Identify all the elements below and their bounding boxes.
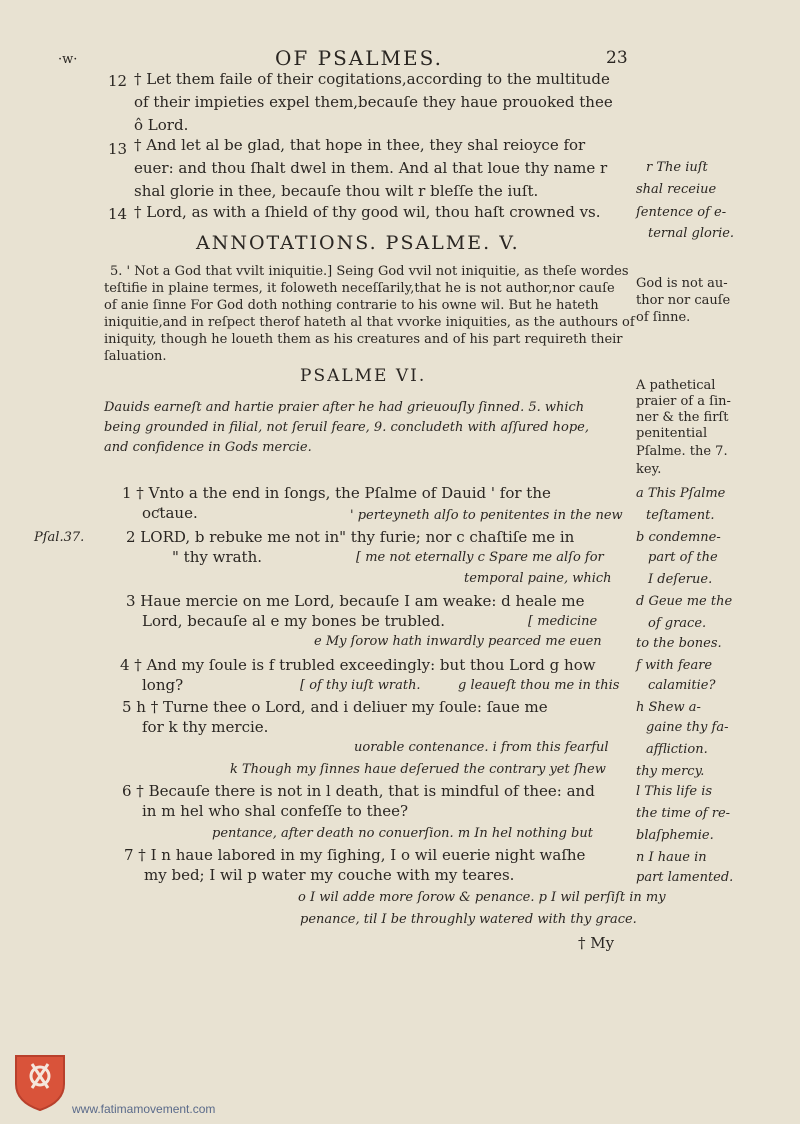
gloss-line: o I wil adde more ſorow & penance. p I wil perſiſt in my xyxy=(298,890,666,905)
cross-reference: Pſal.37. xyxy=(34,530,85,545)
margin-note: Pſalme. the 7. xyxy=(636,444,728,459)
verse-line: 4 † And my ſoule is f trubled exceedingly: but thou Lord g how xyxy=(120,656,596,674)
running-title: OF PSALMES. xyxy=(275,46,443,70)
gloss-line: k Though my ſinnes haue deſerued the contrary yet ſhew xyxy=(230,762,606,777)
margin-note: calamitie? xyxy=(648,678,716,693)
margin-note: r The iuſt xyxy=(646,160,708,175)
margin-note: part of the xyxy=(648,550,718,565)
verse-line: 1 † Vnto a the end in ſongs, the Pſalme of Dauid ' for the xyxy=(122,484,551,502)
top-ornament: ·w· xyxy=(58,52,78,67)
margin-note: ſentence of e- xyxy=(636,205,727,220)
margin-note: d Geue me the xyxy=(636,594,733,609)
verse-line: in m hel who shal confeſſe to thee? xyxy=(142,802,409,820)
verse-line: of their impieties expel them,becauſe they haue prouoked thee xyxy=(134,93,613,111)
margin-note: thor nor cauſe xyxy=(636,293,731,308)
margin-note: affliction. xyxy=(646,742,708,757)
margin-note: ternal glorie. xyxy=(648,226,735,241)
verse-line: Lord, becauſe al e my bones be trubled. xyxy=(142,612,445,630)
verse-line: oƈtaue. xyxy=(142,504,198,522)
margin-note: l This life is xyxy=(636,784,713,799)
gloss-line: [ of thy iuſt wrath. xyxy=(300,678,421,693)
verse-line: 3 Haue mercie on me Lord, becauſe I am weake: d heale me xyxy=(126,592,585,610)
argument-line: and confidence in Gods mercie. xyxy=(104,440,312,455)
footer-url-link[interactable]: www.fatimamovement.com xyxy=(72,1102,216,1116)
annotation-line: ſaluation. xyxy=(104,349,167,364)
margin-note: thy mercy. xyxy=(636,764,705,779)
margin-note: ner & the firſt xyxy=(636,410,729,425)
margin-note: f with feare xyxy=(636,658,713,673)
margin-note: a This Pſalme xyxy=(636,486,726,501)
margin-note: teſtament. xyxy=(646,508,715,523)
margin-note: the time of re- xyxy=(636,806,731,821)
verse-line: 2 LORD, b rebuke me not in" thy furie; nor c chaſtiſe me in xyxy=(126,528,575,546)
gloss-line: e My ſorow hath inwardly pearced me euen xyxy=(314,634,602,649)
verse-line: † Lord, as with a ſhield of thy good wil, thou haſt crowned vs. xyxy=(134,203,601,221)
page-number: 23 xyxy=(606,48,628,68)
margin-note: I deſerue. xyxy=(648,572,713,587)
argument-line: Dauids earneſt and hartie praier after he had grieuouſly ſinned. 5. which xyxy=(104,400,585,415)
verse-line: 5 h † Turne thee o Lord, and i deliuer my ſoule: ſaue me xyxy=(122,698,548,716)
gloss-line: pentance, after death no conuerſion. m In hel nothing but xyxy=(212,826,593,841)
verse-number: 14 xyxy=(108,205,128,223)
annotation-line: 5. ' Not a God that vvilt iniquitie.] Seing God vvil not iniquitie, as theſe wordes xyxy=(110,264,629,279)
gloss-line: [ medicine xyxy=(528,614,598,629)
margin-note: of ſinne. xyxy=(636,310,691,325)
verse-line: " thy wrath. xyxy=(172,548,263,566)
margin-note: n I haue in xyxy=(636,850,707,865)
verse-line: long? xyxy=(142,676,184,694)
verse-line: 7 † I n haue labored in my ſighing, I o wil euerie night waſhe xyxy=(124,846,586,864)
margin-note: blaſphemie. xyxy=(636,828,714,843)
catchword: † My xyxy=(578,934,615,952)
annotation-line: iniquitie,and in reſpect therof hateth al that vvorke iniquities, as the authours of xyxy=(104,315,635,330)
margin-note: shal receiue xyxy=(636,182,717,197)
verse-line: shal glorie in thee, becauſe thou wilt r bleſſe the iuſt. xyxy=(134,182,539,200)
gloss-line: penance, til I be throughly watered with thy grace. xyxy=(300,912,637,927)
margin-note: gaine thy fa- xyxy=(646,720,729,735)
margin-note: h Shew a- xyxy=(636,700,701,715)
margin-note: God is not au- xyxy=(636,276,728,291)
verse-line: 6 † Becauſe there is not in l death, that is mindful of thee: and xyxy=(122,782,595,800)
psalm-heading: PSALME VI. xyxy=(300,366,427,386)
argument-line: being grounded in filial, not ſeruil feare, 9. concludeth with aſſured hope, xyxy=(104,420,589,435)
gloss-line: g leaueſt thou me in this xyxy=(458,678,620,693)
margin-note: key. xyxy=(636,462,662,477)
gloss-line: temporal paine, which xyxy=(464,571,612,586)
verse-line: ô Lord. xyxy=(134,116,189,134)
margin-note: A pathetical xyxy=(636,378,716,393)
margin-note: part lamented. xyxy=(636,870,734,885)
margin-note: of grace. xyxy=(648,616,707,631)
margin-note: b condemne- xyxy=(636,530,721,545)
margin-note: praier of a ſin- xyxy=(636,394,731,409)
verse-line: for k thy mercie. xyxy=(142,718,269,736)
annotation-line: of anie ſinne For God doth nothing contrarie to his owne wil. But he hateth xyxy=(104,298,599,313)
margin-note: penitential xyxy=(636,426,708,441)
annotation-line: teſtifie in plaine termes, it foloweth neceſſarily,that he is not author,nor cauſe xyxy=(104,281,615,296)
gloss-line: [ me not eternally c Spare me alſo for xyxy=(356,550,604,565)
margin-note: to the bones. xyxy=(636,636,722,651)
verse-line: euer: and thou ſhalt dwel in them. And al that loue thy name r xyxy=(134,159,608,177)
fatima-shield-logo[interactable] xyxy=(12,1052,68,1112)
annotation-line: iniquity, though he loueth them as his creatures and of his part requireth their xyxy=(104,332,623,347)
verse-number: 12 xyxy=(108,72,128,90)
gloss-line: uorable contenance. i from this fearful xyxy=(354,740,609,755)
annotations-heading: ANNOTATIONS. PSALME. V. xyxy=(196,232,520,254)
verse-number: 13 xyxy=(108,140,128,158)
gloss-line: ' perteyneth alſo to penitentes in the new xyxy=(350,508,623,523)
verse-line: my bed; I wil p water my couche with my teares. xyxy=(144,866,515,884)
verse-line: † And let al be glad, that hope in thee, they shal reioyce for xyxy=(134,136,586,154)
verse-line: † Let them faile of their cogitations,according to the multitude xyxy=(134,70,610,88)
